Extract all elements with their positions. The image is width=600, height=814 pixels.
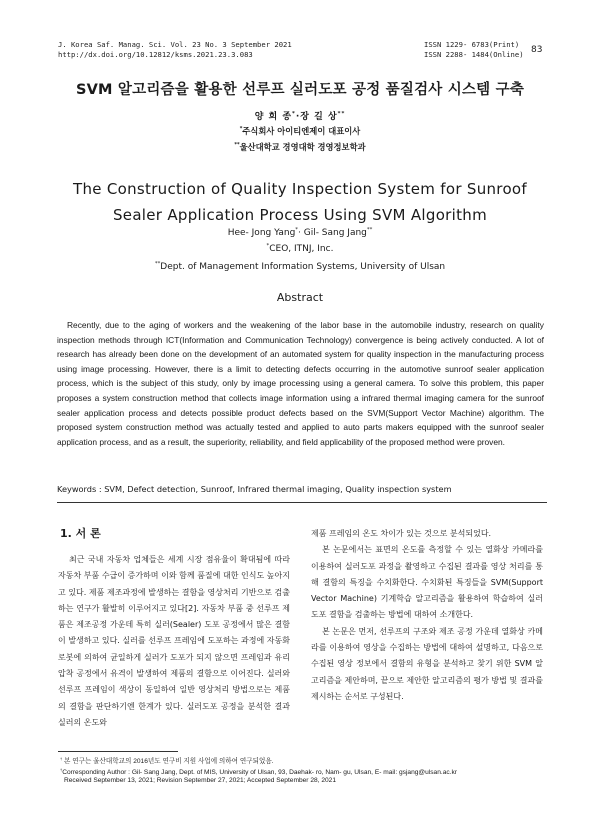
- english-affiliation-2: [0, 261, 600, 272]
- english-affiliation-1: [0, 243, 600, 254]
- korean-affiliation-2: [0, 141, 600, 153]
- doi-link[interactable]: http://dx.doi.org/10.12812/ksms.2021.23.3.083: [58, 50, 253, 59]
- english-affiliation-mark-1: *: [266, 243, 270, 249]
- keywords-line: [57, 484, 547, 494]
- korean-affiliation-1: [0, 125, 600, 137]
- english-affiliation-mark-2: **: [154, 261, 161, 267]
- footnote-corresponding-text: Corresponding Author : Gil- Sang Jang, Dept. of MIS, University of Ulsan, 93, Daehak- ro, Nam- gu, Ulsan, E- mail: gsjang@ulsan.ac.kr: [62, 769, 458, 777]
- intro-paragraph-1: 최근 국내 자동차 업체들은 세계 시장 점유율이 확대됨에 따라 자동차 부품 수급이 증가하며 이와 함께 품질에 대한 인식도 높아지고 있다. 제품 제조과정에 발생하는 결함을 영상처리 기반으로 검출 하는 연구가 활발히 이루어지고 있다[2]. 자동차 부품 중 선루프 제품은 제조공정 가운데 특히 실러(Sealer) 도포 공정에서 많은 결함이 발생하고 있다. 실러를 선루프 프레임에 도포하는 과정에 자동화 로봇에 의하여 균일하게 실러가 도포가 되지 않으면 프레임과 유리 압착 공정에서 유격이 발생하여 제품의 결함으로 이어진다. 실러와 선루프 프레임이 색상이 동일하여 일반 영상처리 방법으로는 제품의 결함을 판단하기엔 한계가 있다. 실러도포 공정을 분석한 결과 실러의 온도와: [58, 555, 290, 727]
- abstract-divider: [57, 502, 547, 503]
- footnote-funding-text: 본 연구는 울산대학교의 2016년도 연구비 지원 사업에 의하여 연구되었음.: [62, 758, 274, 766]
- footnote-mark-2: †: [60, 767, 63, 772]
- issn-online: ISSN 2288- 1484(Online): [424, 50, 524, 59]
- english-title-line-1: The Construction of Quality Inspection System for Sunroof: [73, 180, 527, 198]
- section-1-heading: 1. 서 론: [60, 527, 101, 540]
- right-column: [311, 526, 543, 705]
- korean-author-1: 양 희 종: [254, 112, 293, 122]
- intro-paragraph-3: 본 논문은 먼저, 선루프의 구조와 제조 공정 가운데 열화상 카메라를 이용하여 영상을 수집하는 방법에 대하여 설명하고, 다음으로 수집된 영상 정보에서 결함의 유형을 분석하고 찾기 위한 SVM 알고리즘을 제안하며, 끝으로 제안한 알고리즘의 평가 방법 및 결과를 제시하는 순서로 구성된다.: [311, 626, 543, 701]
- korean-author-2: 장 길 상: [300, 112, 338, 122]
- intro-paragraph-1-continued: 제품 프레임의 온도 차이가 있는 것으로 분석되었다.: [311, 529, 492, 538]
- korean-title: SVM 알고리즘을 활용한 선루프 실러도포 공정 품질검사 시스템 구축: [75, 82, 525, 98]
- english-authors: [0, 227, 600, 238]
- affiliation-mark-2: **: [234, 142, 240, 149]
- english-author-1: Hee- Jong Yang: [227, 228, 296, 238]
- footnote-divider: [58, 751, 178, 752]
- abstract-heading: Abstract: [276, 291, 324, 304]
- korean-authors: [0, 109, 600, 122]
- left-column: [58, 552, 290, 731]
- english-affiliation-2-text: Dept. of Management Information Systems, University of Ulsan: [160, 262, 446, 272]
- korean-affiliation-2-text: 울산대학교 경영대학 경영정보학과: [239, 142, 366, 152]
- footnote-dates: Received September 13, 2021; Revision September 27, 2021; Accepted September 28, 2021: [64, 777, 336, 784]
- footnote-mark-1: †: [60, 756, 63, 761]
- author-mark-2: **: [337, 111, 346, 117]
- journal-citation: J. Korea Saf. Manag. Sci. Vol. 23 No. 3 September 2021: [58, 40, 292, 49]
- english-title: [0, 176, 600, 228]
- korean-affiliation-1-text: 주식회사 아이티엔제이 대표이사: [242, 126, 361, 136]
- affiliation-mark-1: *: [239, 126, 243, 133]
- keywords-label: Keywords :: [57, 484, 105, 494]
- author-separator: ·: [295, 112, 301, 122]
- english-author-mark-1: *: [295, 227, 298, 233]
- author-mark-1: *: [292, 111, 296, 117]
- english-title-line-2: Sealer Application Process Using SVM Algorithm: [112, 206, 488, 224]
- issn-print: ISSN 1229- 6783(Print): [424, 40, 520, 49]
- english-author-2: · Gil- Sang Jang: [298, 228, 367, 238]
- intro-paragraph-2: 본 논문에서는 표면의 온도를 측정할 수 있는 열화상 카메라를 이용하여 실러도포 과정을 촬영하고 수집된 결과를 영상 처리를 통해 결함의 특징을 수치화한다. 수치화된 특징들을 SVM(Support Vector Machine) 기계학습 알고리즘을 활용하여 학습하여 실러 도포 결함을 검출하는 방법에 대하여 소개한다.: [311, 545, 543, 620]
- page-number: 83: [531, 45, 543, 55]
- keywords-list: SVM, Defect detection, Sunroof, Infrared thermal imaging, Quality inspection system: [104, 484, 452, 494]
- abstract-body: Recently, due to the aging of workers and the weakening of the labor base in the automobile industry, research on quality inspection methods through ICT(Information and Communication Technology) convergence is being actively conducted. A lot of research has already been done on the development of an automated system for quality inspection in the manufacturing process using image processing. However, there is a limit to detecting defects occurring in the automotive sunroof sealer application process, which is the subject of this study, only by image processing using a general camera. To solve this problem, this paper proposes a system construction method that collects image information using a infrared thermal imaging camera for the sunroof sealer application process and detects possible product defects based on the SVM(Support Vector Machine) algorithm. The proposed system construction method was actually tested and applied to auto parts makers equipped with the sunroof sealer application process, and as a result, the superiority, reliability, and field applicability of the proposed method were proven.: [57, 320, 544, 447]
- english-author-mark-2: **: [366, 227, 373, 233]
- english-affiliation-1-text: CEO, ITNJ, Inc.: [269, 244, 334, 254]
